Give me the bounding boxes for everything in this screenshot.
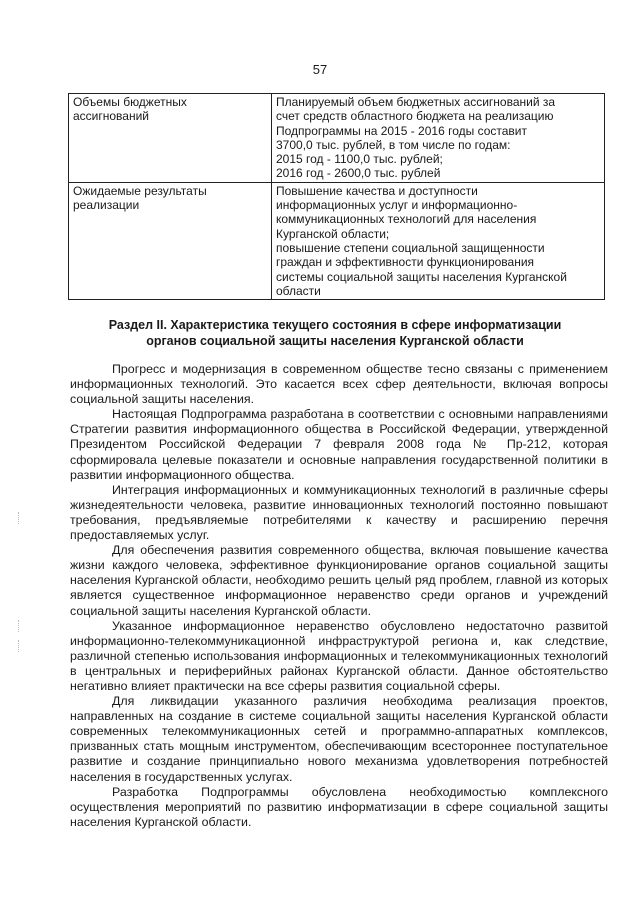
paragraph: Для ликвидации указанного различия необходима реализация проектов, направленных на создание в системе социальной защиты населения Курганской области современных телекоммуникационных сетей и программно-аппаратных комплексов, призванных стать мощным инструментом, обеспечивающим всестороннее поступательное развитие и создание принципиально нового механизма удовлетворения потребностей населения в государственных услугах.: [70, 694, 608, 784]
table-cell-label: Объемы бюджетных ассигнований: [69, 94, 272, 183]
table-cell-content: Планируемый объем бюджетных ассигнований за счет средств областного бюджета на реализацию Подпрограммы на 2015 - 2016 годы составит 3700,0 тыс. рублей, в том числе по годам: 2015 год - 1100,0 тыс. рублей; 2016 год - 2600,0 тыс. рублей: [272, 94, 605, 183]
scan-mark: [18, 512, 21, 524]
table-cell-content: Повышение качества и доступности информационных услуг и информационно- коммуникационных технологий для населения Курганской области; повышение степени социальной защищенности граждан и эффективности функционирования системы социальной защиты населения Курганской области: [272, 182, 605, 299]
paragraph: Настоящая Подпрограмма разработана в соответствии с основными направлениями Стратегии развития информационного общества в Российской Федерации, утвержденной Президентом Российской Федерации 7 февраля 2008 года № Пр-212, которая сформировала целевые показатели и основные направления государственной политики в развитии информационного общества.: [70, 407, 608, 482]
table-row: [69, 94, 605, 183]
paragraph: Прогресс и модернизация в современном обществе тесно связаны с применением информационных технологий. Это касается всех сфер деятельности, включая вопросы социальной защиты населения.: [70, 362, 608, 407]
body-text: [70, 362, 608, 830]
scan-mark: [18, 620, 21, 632]
page-number: 57: [312, 62, 328, 77]
program-info-table: [68, 93, 605, 300]
table-row: [69, 182, 605, 299]
paragraph: Разработка Подпрограммы обусловлена необходимостью комплексного осуществления мероприятий по развитию информатизации в сфере социальной защиты населения Курганской области.: [70, 784, 608, 829]
paragraph: Для обеспечения развития современного общества, включая повышение качества жизни каждого человека, эффективное функционирование органов социальной защиты населения Курганской области, необходимо решить целый ряд проблем, главной из которых является существенное информационное неравенство среди органов и учреждений социальной защиты населения Курганской области.: [70, 543, 608, 618]
paragraph: Указанное информационное неравенство обусловлено недостаточно развитой информационно-телекоммуникационной инфраструктурой региона и, как следствие, различной степенью использования информационных и телекоммуникационных технологий в центральных и периферийных районах Курганской области. Данное обстоятельство негативно влияет практически на все сферы развития социальной сферы.: [70, 618, 608, 693]
paragraph: Интеграция информационных и коммуникационных технологий в различные сферы жизнедеятельности человека, развитие инновационных технологий постоянно повышают требования, предъявляемые потребителями к качеству и расширению перечня предоставляемых услуг.: [70, 482, 608, 543]
table-cell-label: Ожидаемые результаты реализации: [69, 182, 272, 299]
section-heading: Раздел II. Характеристика текущего состояния в сфере информатизации органов социальной защиты населения Курганской области: [108, 318, 562, 348]
scan-mark: [18, 640, 21, 652]
